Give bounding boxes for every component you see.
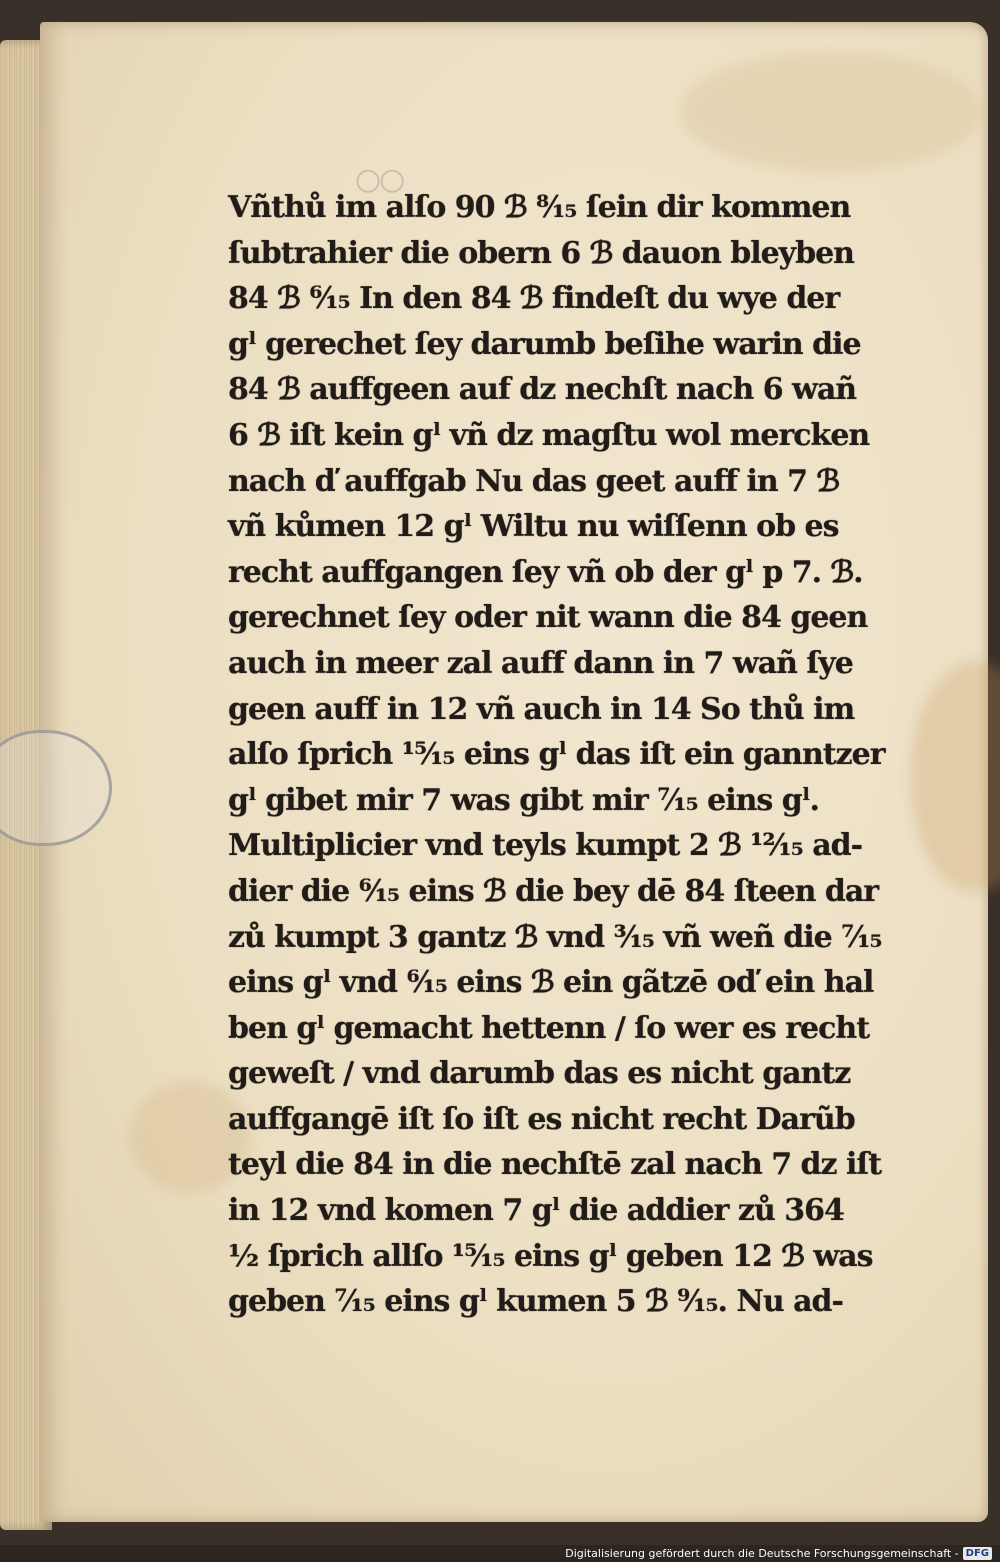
text-line: zů kumpt 3 gantz ℬ vnd ³⁄₁₅ vñ weñ die ⁷⁄₁₅ (228, 919, 882, 955)
text-line: geben ⁷⁄₁₅ eins gˡ kumen 5 ℬ ⁹⁄₁₅. Nu ad- (228, 1284, 843, 1320)
water-stain (680, 52, 980, 172)
text-line: gˡ gerechet ſey darumb beſihe warin die (228, 326, 861, 362)
footer-text: Digitalisierung gefördert durch die Deutsche Forschungsgemeinschaft - (565, 1547, 959, 1560)
footer-credit (565, 1547, 992, 1560)
water-stain (910, 662, 1000, 892)
text-line: gˡ gibet mir 7 was gibt mir ⁷⁄₁₅ eins gˡ. (228, 782, 819, 818)
text-line: recht auffgangen ſey vñ ob der gˡ p 7. ℬ. (228, 554, 863, 590)
text-line: 84 ℬ ⁶⁄₁₅ In den 84 ℬ findeſt du wye der (228, 281, 840, 317)
text-line: auffgangē iſt ſo iſt es nicht recht Darũb (228, 1101, 855, 1137)
text-line: geweſt / vnd darumb das es nicht gantz (228, 1056, 851, 1092)
text-line: dier die ⁶⁄₁₅ eins ℬ die bey dē 84 ſteen dar (228, 873, 879, 909)
text-line: gerechnet ſey oder nit wann die 84 geen (228, 600, 868, 636)
text-line: in 12 vnd komen 7 gˡ die addier zů 364 (228, 1193, 844, 1229)
text-line: teyl die 84 in die nechſtē zal nach 7 dz iſt (228, 1147, 882, 1183)
text-line: Multiplicier vnd teyls kumpt 2 ℬ ¹²⁄₁₅ ad- (228, 828, 863, 864)
dfg-logo: DFG (963, 1547, 992, 1560)
text-line: ½ ſprich allſo ¹⁵⁄₁₅ eins gˡ geben 12 ℬ was (228, 1238, 873, 1274)
text-block (228, 185, 918, 1325)
text-line: 6 ℬ iſt kein gˡ vñ dz magſtu wol mercken (228, 417, 870, 453)
text-line: 84 ℬ auffgeen auf dz nechſt nach 6 wañ (228, 372, 857, 408)
text-line: ſubtrahier die obern 6 ℬ dauon bleyben (228, 235, 854, 271)
text-line: ben gˡ gemacht hettenn / ſo wer es recht (228, 1010, 870, 1046)
text-line: eins gˡ vnd ⁶⁄₁₅ eins ℬ ein gãtzē oď ein hal (228, 965, 874, 1001)
text-line: geen auff in 12 vñ auch in 14 So thů im (228, 691, 855, 727)
text-line: alſo ſprich ¹⁵⁄₁₅ eins gˡ das iſt ein ganntzer (228, 737, 885, 773)
text-line: nach ď auffgab Nu das geet auff in 7 ℬ (228, 463, 840, 499)
faded-ink-mark: ○○ (355, 162, 404, 197)
text-line: auch in meer zal auff dann in 7 wañ ſye (228, 645, 853, 681)
text-line: Vñthů im alſo 90 ℬ ⁸⁄₁₅ ſein dir kommen (228, 190, 851, 225)
text-line: vñ kůmen 12 gˡ Wiltu nu wiſſenn ob es (228, 509, 839, 545)
